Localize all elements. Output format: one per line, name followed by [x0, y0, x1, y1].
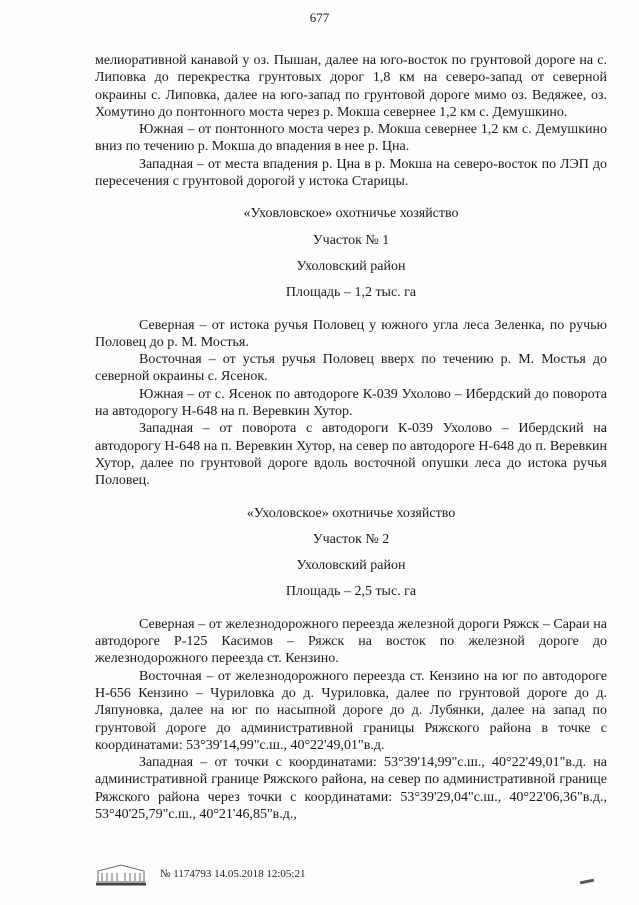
spacer	[95, 490, 607, 505]
paragraph: Восточная – от устья ручья Половец вверх по течению р. М. Мостья до северной окраины с. Ясенок.	[95, 352, 607, 385]
spacer	[95, 190, 607, 205]
page-footer	[92, 862, 612, 888]
section-heading: Площадь – 1,2 тыс. га	[285, 285, 417, 301]
spacer	[95, 223, 607, 232]
section-heading: Ухоловский район	[296, 558, 406, 574]
spacer	[95, 601, 607, 616]
spacer	[95, 548, 607, 557]
paragraph: Западная – от места впадения р. Цна в р. Мокша на северо-восток по ЛЭП до пересечения с грунтовой дорогой у истока Старицы.	[95, 156, 607, 190]
spacer	[95, 249, 607, 258]
spacer	[95, 522, 607, 531]
paragraph: Северная – от железнодорожного переезда железной дороги Ряжск – Сараи на автодороге Р-125 Касимов – Ряжск на восток по железной дороге до железнодорожного переезда ст. Кензино.	[95, 616, 607, 667]
building-seal-icon	[92, 862, 150, 886]
paragraph: Западная – от точки с координатами: 53°39'14,99"с.ш., 40°22'49,01"в.д. на административной границе Ряжского района, на север по административной границе Ряжского района через точки с координатами: 53°39'29,04"с.ш., 40°22'06,36"в.д., 53°40'25,79"с.ш., 40°21'46,85"в.д.,	[95, 755, 607, 822]
paragraph: Западная – от поворота с автодороги К-039 Ухолово – Ибердский на автодорогу Н-648 на п. Веревкин Хутор, на север по автодороге Н-648 до п. Веревкин Хутор, далее по грунтовой дороге вдоль восточной опушки леса до истока ручья Половец.	[95, 421, 607, 489]
spacer	[95, 302, 607, 317]
section-heading: Участок № 1	[312, 232, 390, 248]
paragraph: Южная – от с. Ясенок по автодороге К-039 Ухолово – Ибердский до поворота на автодорогу Н-648 на п. Веревкин Хутор.	[95, 386, 607, 420]
paragraph: Северная – от истока ручья Половец у южного угла леса Зеленка, по ручью Половец до р. М. Мостья.	[95, 317, 607, 350]
section-heading: Участок № 2	[312, 531, 390, 547]
section-heading: Площадь – 2,5 тыс. га	[285, 584, 417, 600]
paragraph: Восточная – от железнодорожного переезда ст. Кензино на юг по автодороге Н-656 Кензино – Чуриловка до д. Чуриловка, далее по грунтовой дороге до д. Ляпуновка, далее на юг по насыпной дороге до д. Лубянки, далее на запад по грунтовой дороге до административной границы Ряжского района в точке с координатами: 53°39'14,99"с.ш., 40°22'49,01"в.д.	[95, 668, 607, 753]
registration-number: № 1174793 14.05.2018 12:05:21	[160, 868, 306, 880]
spacer	[95, 574, 607, 583]
scan-mark	[580, 879, 594, 885]
page-number: 677	[309, 10, 330, 25]
document-body	[95, 52, 607, 823]
paragraph: мелиоративной канавой у оз. Пышан, далее на юго-восток по грунтовой дороге на с. Липовка до перекрестка грунтовых дорог 1,8 км на северо-запад от северной окраины с. Липовка, далее на юго-запад по грунтовой дороге мимо оз. Ведяжее, оз. Хомутино до понтонного моста через р. Мокша севернее 1,2 км с. Демушкино.	[95, 53, 607, 120]
spacer	[95, 275, 607, 284]
section-heading: «Ухоловское» охотничье хозяйство	[246, 505, 456, 521]
section-heading: Ухоловский район	[296, 258, 406, 274]
paragraph: Южная – от понтонного моста через р. Мокша севернее 1,2 км с. Демушкино вниз по течению р. Мокша до впадения в нее р. Цна.	[95, 122, 607, 155]
section-heading: «Уховловское» охотничье хозяйство	[243, 206, 459, 222]
